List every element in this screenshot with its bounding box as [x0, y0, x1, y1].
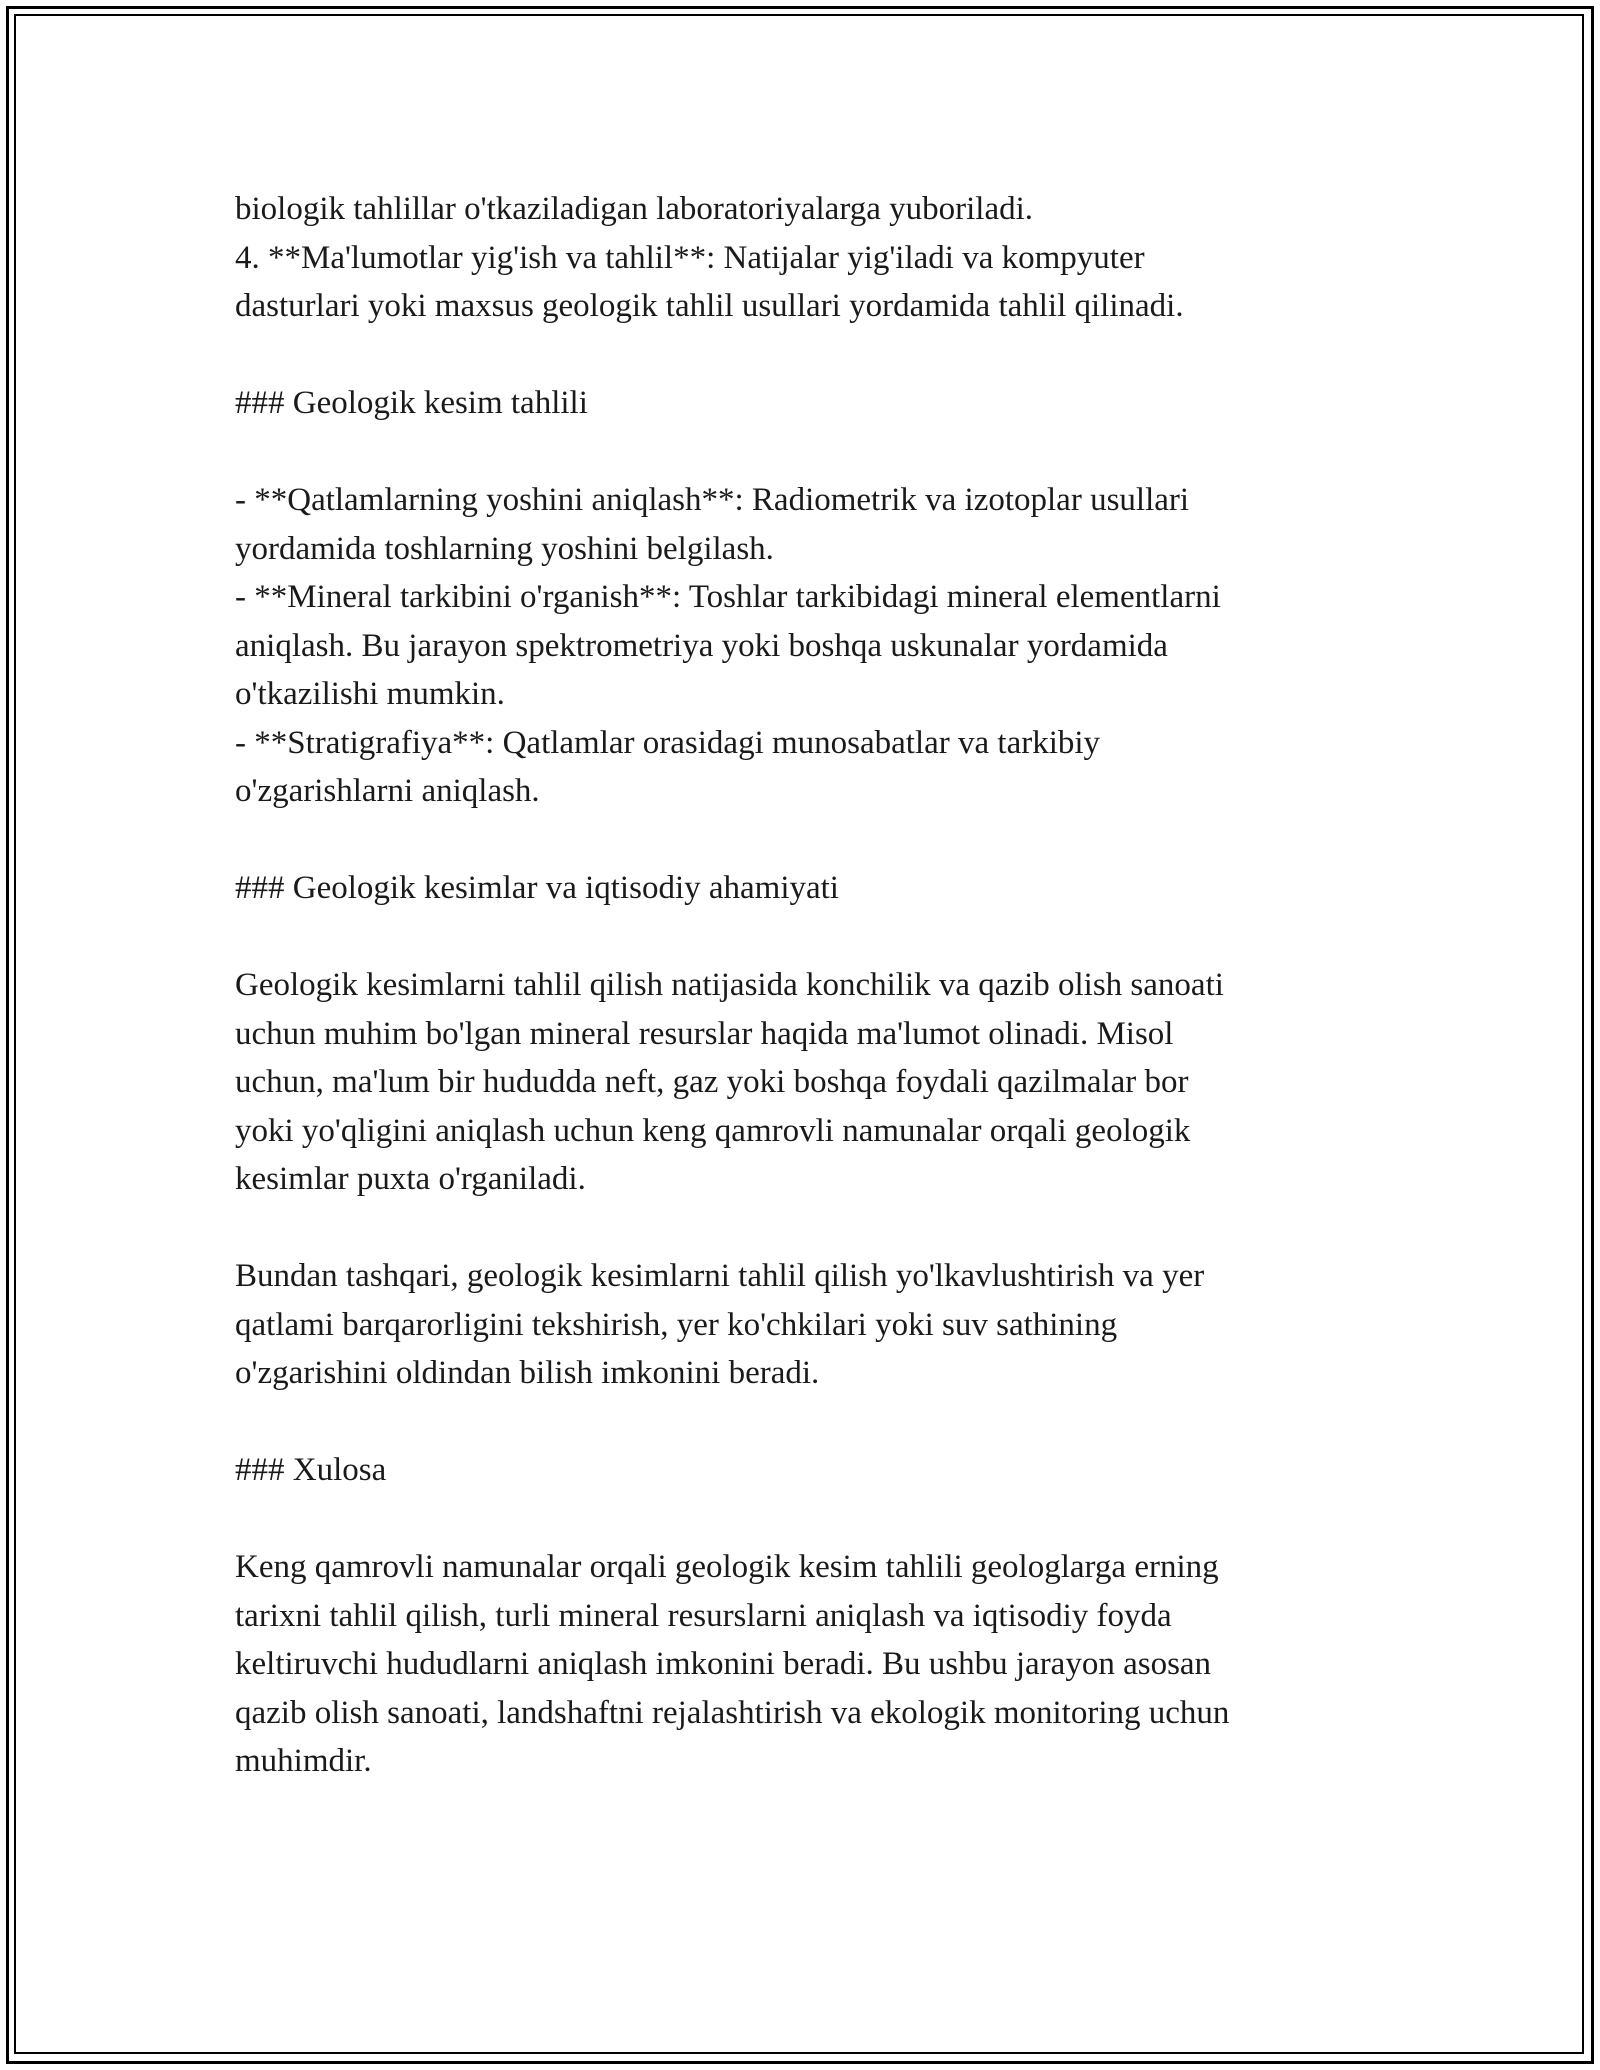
section-heading-iqtisodiy-ahamiyati: ### Geologik kesimlar va iqtisodiy ahamiyati — [235, 870, 839, 906]
list-item-line: yordamida toshlarning yoshini belgilash. — [235, 530, 774, 567]
text-line: Keng qamrovli namunalar orqali geologik kesim tahlili geologlarga erning — [235, 1549, 1219, 1585]
list-item-line: o'tkazilishi mumkin. — [235, 676, 505, 712]
blank-line — [235, 816, 1395, 865]
economic-paragraph-1 — [235, 961, 1395, 1204]
text-line: uchun, ma'lum bir hududda neft, gaz yoki boshqa foydali qazilmalar bor — [235, 1064, 1189, 1100]
document-body — [235, 185, 1395, 1786]
list-item-line: o'zgarishlarni aniqlash. — [235, 773, 540, 809]
economic-paragraph-2 — [235, 1252, 1395, 1398]
blank-line — [235, 428, 1395, 477]
text-line: o'zgarishini oldindan bilish imkonini beradi. — [235, 1355, 820, 1391]
text-line: Geologik kesimlarni tahlil qilish natijasida konchilik va qazib olish sanoati — [235, 967, 1224, 1003]
blank-line — [235, 1495, 1395, 1544]
text-line: kesimlar puxta o'rganiladi. — [235, 1161, 586, 1197]
text-line: keltiruvchi hududlarni aniqlash imkonini beradi. Bu ushbu jarayon asosan — [235, 1646, 1212, 1682]
text-line: 4. **Ma'lumotlar yig'ish va tahlil**: Natijalar yig'iladi va kompyuter — [235, 239, 1145, 276]
blank-line — [235, 331, 1395, 380]
text-line: qatlami barqarorligini tekshirish, yer ko'chkilari yoki suv sathining — [235, 1306, 1118, 1343]
text-line: biologik tahlillar o'tkaziladigan laboratoriyalarga yuboriladi. — [235, 191, 1034, 227]
text-line: yoki yo'qligini aniqlash uchun keng qamrovli namunalar orqali geologik — [235, 1112, 1191, 1149]
blank-line — [235, 1204, 1395, 1253]
analysis-list — [235, 476, 1395, 816]
text-line: muhimdir. — [235, 1743, 372, 1779]
intro-paragraph — [235, 185, 1395, 331]
blank-line — [235, 1398, 1395, 1447]
text-line: qazib olish sanoati, landshaftni rejalashtirish va ekologik monitoring uchun — [235, 1694, 1230, 1731]
conclusion-paragraph — [235, 1543, 1395, 1786]
blank-line — [235, 913, 1395, 962]
list-item-line: aniqlash. Bu jarayon spektrometriya yoki boshqa uskunalar yordamida — [235, 627, 1168, 664]
text-line: Bundan tashqari, geologik kesimlarni tahlil qilish yo'lkavlushtirish va yer — [235, 1258, 1205, 1294]
text-line: dasturlari yoki maxsus geologik tahlil usullari yordamida tahlil qilinadi. — [235, 288, 1184, 324]
text-line: uchun muhim bo'lgan mineral resurslar haqida ma'lumot olinadi. Misol — [235, 1015, 1174, 1052]
list-item-line: - **Mineral tarkibini o'rganish**: Toshlar tarkibidagi mineral elementlarni — [235, 579, 1221, 615]
text-line: tarixni tahlil qilish, turli mineral resurslarni aniqlash va iqtisodiy foyda — [235, 1597, 1172, 1634]
section-heading-geologik-kesim-tahlili: ### Geologik kesim tahlili — [235, 385, 588, 421]
section-heading-xulosa: ### Xulosa — [235, 1452, 387, 1488]
list-item-line: - **Stratigrafiya**: Qatlamlar orasidagi munosabatlar va tarkibiy — [235, 724, 1101, 761]
list-item-line: - **Qatlamlarning yoshini aniqlash**: Radiometrik va izotoplar usullari — [235, 482, 1190, 518]
